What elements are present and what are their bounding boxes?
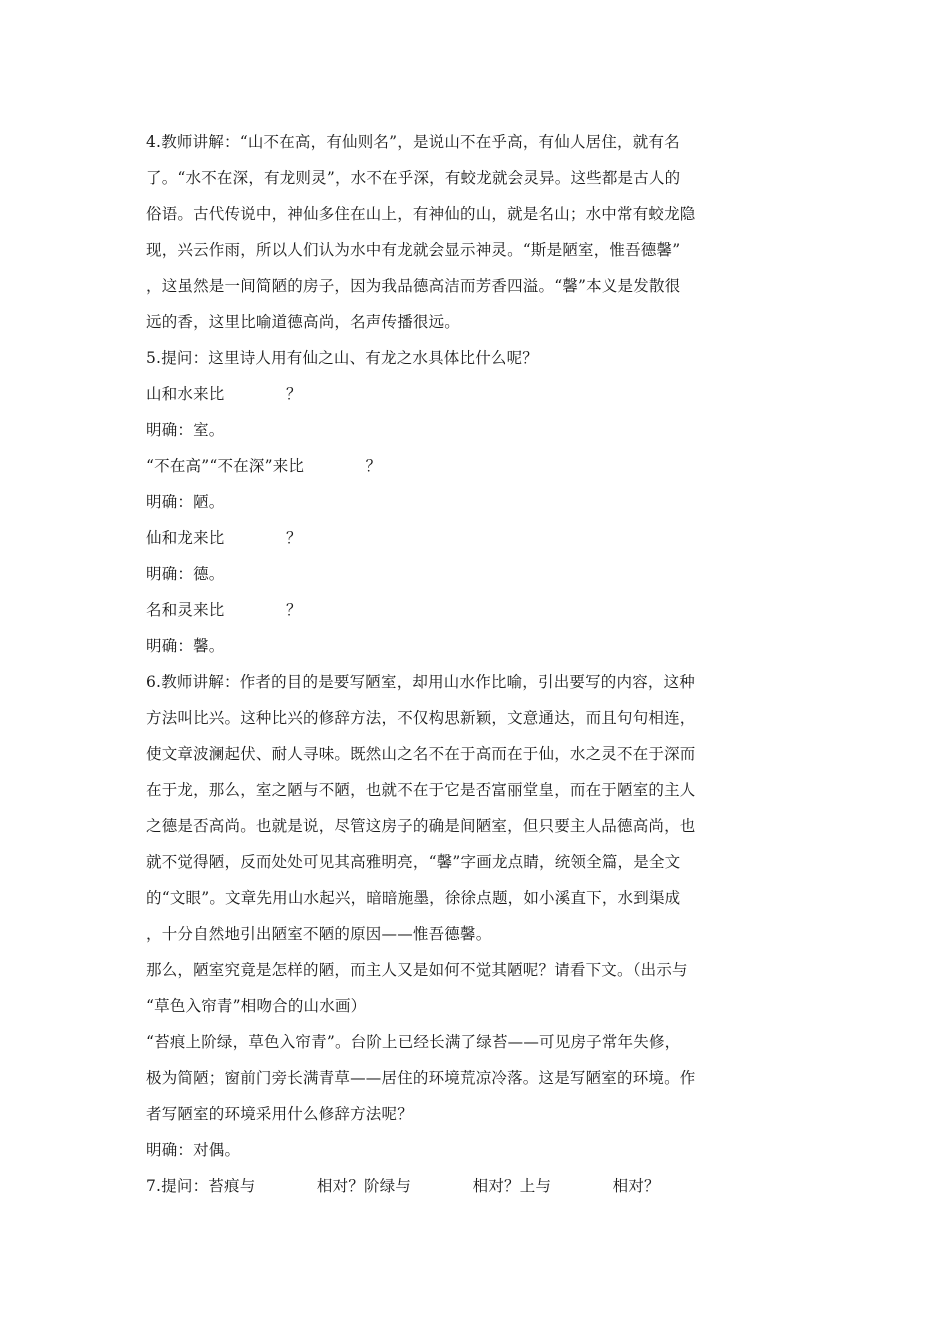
answer: 明确：室。 (146, 421, 225, 439)
text-line: 现，兴云作雨，所以人们认为水中有龙就会显示神灵。“斯是陋室，惟吾德馨” (146, 241, 681, 259)
text-line: 6.教师讲解：作者的目的是要写陋室，却用山水作比喻，引出要写的内容，这种 (146, 673, 695, 691)
text-line: 俗语。古代传说中，神仙多住在山上，有神仙的山，就是名山；水中常有蛟龙隐 (146, 205, 696, 223)
sub-question: “不在高”“不在深”来比 ？ (146, 457, 382, 475)
text-line: “草色入帘青”相吻合的山水画） (146, 997, 367, 1015)
text-line: ，十分自然地引出陋室不陋的原因——惟吾德馨。 (146, 925, 492, 943)
text-line: 使文章波澜起伏、耐人寻味。既然山之名不在于高而在于仙，水之灵不在于深而 (146, 745, 696, 763)
text-line: “苔痕上阶绿，草色入帘青”。台阶上已经长满了绿苔——可见房子常年失修， (146, 1033, 681, 1051)
sub-question: 名和灵来比 ？ (146, 601, 302, 619)
text-line: 在于龙，那么，室之陋与不陋，也就不在于它是否富丽堂皇，而在于陋室的主人 (146, 781, 696, 799)
text-line: 者写陋室的环境采用什么修辞方法呢？ (146, 1105, 413, 1123)
question-5: 5.提问：这里诗人用有仙之山、有龙之水具体比什么呢？ (146, 349, 538, 367)
text-line: 那么，陋室究竟是怎样的陋，而主人又是如何不觉其陋呢？请看下文。（出示与 (146, 961, 688, 979)
question-7: 7.提问：苔痕与 相对？阶绿与 相对？上与 相对？ (146, 1177, 660, 1195)
text-line: 方法叫比兴。这种比兴的修辞方法，不仅构思新颖，文意通达，而且句句相连， (146, 709, 696, 727)
answer: 明确：馨。 (146, 637, 225, 655)
document-body (146, 124, 732, 1204)
text-line: 之德是否高尚。也就是说，尽管这房子的确是间陋室，但只要主人品德高尚，也 (146, 817, 696, 835)
answer: 明确：德。 (146, 565, 225, 583)
text-line: 了。“水不在深，有龙则灵”，水不在乎深，有蛟龙就会灵异。这些都是古人的 (146, 169, 681, 187)
text-line: 4.教师讲解：“山不在高，有仙则名”，是说山不在乎高，有仙人居住，就有名 (146, 133, 680, 151)
answer: 明确：陋。 (146, 493, 225, 511)
text-line: ，这虽然是一间简陋的房子，因为我品德高洁而芳香四溢。“馨”本义是发散很 (146, 277, 681, 295)
text-line: 就不觉得陋，反而处处可见其高雅明亮，“馨”字画龙点睛，统领全篇，是全文 (146, 853, 681, 871)
sub-question: 仙和龙来比 ？ (146, 529, 302, 547)
text-line: 极为简陋；窗前门旁长满青草——居住的环境荒凉冷落。这是写陋室的环境。作 (146, 1069, 696, 1087)
text-line: 的“文眼”。文章先用山水起兴，暗暗施墨，徐徐点题，如小溪直下，水到渠成 (146, 889, 681, 907)
sub-question: 山和水来比 ？ (146, 385, 302, 403)
answer: 明确：对偶。 (146, 1141, 241, 1159)
text-line: 远的香，这里比喻道德高尚，名声传播很远。 (146, 313, 461, 331)
